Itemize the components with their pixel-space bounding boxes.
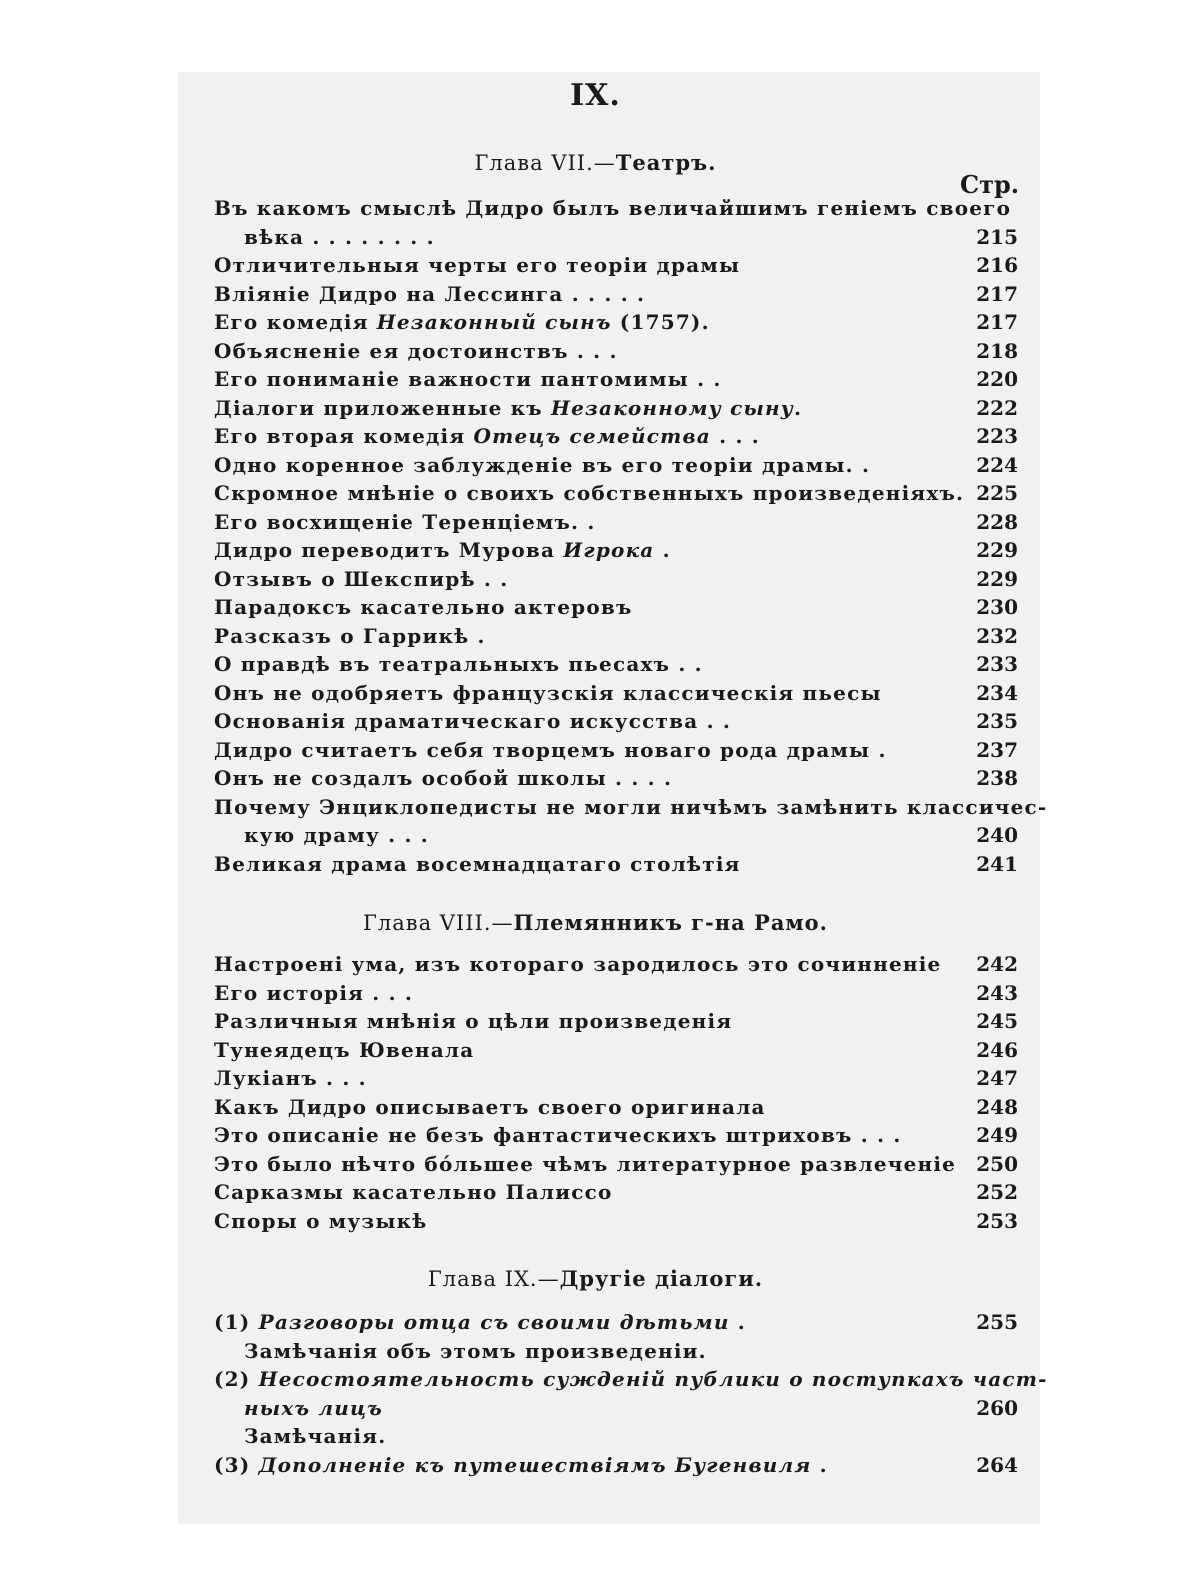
- toc-entry: [214, 1453, 1018, 1481]
- entry-text: Споры о музыкѣ: [214, 1208, 428, 1233]
- toc-entry: [214, 481, 1018, 509]
- toc-entry: [214, 681, 1018, 709]
- toc-entry: [214, 310, 1018, 338]
- entry-page-number: 246: [976, 1037, 1018, 1062]
- entry-text: Діалоги приложенные къ: [214, 395, 552, 420]
- entry-title: [244, 823, 429, 847]
- entry-title: [214, 1209, 428, 1233]
- entry-page-number: 250: [976, 1151, 1018, 1176]
- entry-text: вѣка . . . . . . . .: [244, 224, 435, 249]
- entry-italic-title: Незаконному сыну: [551, 395, 794, 420]
- entry-title: [214, 652, 703, 676]
- toc-entry: [214, 225, 1018, 253]
- toc-entry: [214, 196, 1018, 224]
- page-number: IX.: [570, 78, 621, 113]
- chapter-subject: Театръ.: [615, 150, 717, 175]
- entry-title: [214, 1123, 902, 1147]
- entry-page-number: 237: [976, 737, 1018, 762]
- entry-title: [214, 1038, 474, 1062]
- entry-text: Великая драма восемнадцатаго столѣтія: [214, 851, 741, 876]
- entry-page-number: 241: [976, 851, 1018, 876]
- entry-page-number: 230: [976, 595, 1018, 619]
- entry-text: Какъ Дидро описываетъ своего оригинала: [214, 1094, 766, 1119]
- chapter-heading-9: [0, 1266, 1191, 1291]
- entry-title: [214, 1367, 1048, 1391]
- entry-title: [214, 981, 413, 1005]
- entry-text: Его пониманіе важности пантомимы . .: [214, 367, 722, 391]
- entry-page-number: 247: [976, 1066, 1018, 1090]
- toc-entry: [214, 282, 1018, 310]
- entry-text: Разсказъ о Гаррикѣ .: [214, 623, 486, 648]
- entry-page-number: 216: [976, 253, 1018, 277]
- entry-italic-title: Дополненіе къ путешествіямъ Бугенвиля: [258, 1452, 812, 1477]
- toc-entry: [214, 1038, 1018, 1066]
- entry-page-number: 253: [976, 1208, 1018, 1233]
- entry-title: [214, 681, 882, 705]
- toc-entry: [214, 538, 1018, 566]
- entry-title: [214, 709, 731, 733]
- entry-text: Замѣчанія.: [244, 1424, 387, 1448]
- entry-title: [214, 1009, 732, 1033]
- toc-entry: [214, 738, 1018, 766]
- entry-page-number: 234: [976, 680, 1018, 705]
- entry-text: Скромное мнѣніе о своихъ собственныхъ произведеніяхъ.: [214, 481, 965, 505]
- entry-italic-title: Разговоры отца съ своими дѣтьми: [258, 1310, 730, 1334]
- entry-page-number: 238: [976, 766, 1018, 790]
- chapter-label: Глава IX.—: [427, 1267, 560, 1291]
- entry-number: (3): [214, 1452, 259, 1477]
- entry-text-after: .: [793, 395, 803, 420]
- entry-title: [214, 766, 672, 790]
- toc-entry: [214, 1339, 1018, 1367]
- chapter-subject: Другіе діалоги.: [559, 1266, 764, 1291]
- entry-text: Сарказмы касательно Палиссо: [214, 1180, 613, 1204]
- entry-italic-title: ныхъ лицъ: [244, 1395, 383, 1420]
- entry-italic-title: Незаконный сынъ: [376, 310, 612, 334]
- toc-entry: [214, 595, 1018, 623]
- entry-title: [244, 1339, 707, 1363]
- entry-page-number: 217: [976, 281, 1018, 306]
- entry-title: [214, 481, 964, 505]
- entry-page-number: 255: [976, 1310, 1018, 1334]
- entry-text: Объясненіе ея достоинствъ . . .: [214, 338, 618, 363]
- entry-text: Онъ не создалъ особой школы . . . .: [214, 766, 673, 790]
- entry-title: [214, 567, 508, 591]
- entry-title: [214, 310, 710, 334]
- entry-title: [214, 424, 760, 448]
- entry-page-number: 228: [976, 509, 1018, 534]
- entry-title: [214, 1066, 367, 1090]
- entry-title: [244, 1396, 383, 1420]
- entry-italic-title: Игрока: [563, 538, 655, 562]
- entry-page-number: 248: [976, 1094, 1018, 1119]
- entry-title: [214, 795, 1047, 819]
- entry-text: Тунеядецъ Ювенала: [214, 1037, 475, 1062]
- entry-text: Его исторія . . .: [214, 980, 414, 1005]
- entry-text: Дидро переводитъ Мурова: [214, 538, 564, 562]
- toc-entry: [214, 510, 1018, 538]
- entry-number: (2): [214, 1367, 259, 1391]
- chapter-heading-8: [0, 910, 1191, 935]
- toc-entry: [214, 1310, 1018, 1338]
- entry-page-number: 229: [976, 538, 1018, 562]
- entry-title: [214, 1180, 613, 1204]
- entry-page-number: 252: [976, 1180, 1018, 1204]
- entry-text-after: (1757).: [611, 310, 710, 334]
- entry-title: [214, 253, 740, 277]
- entry-page-number: 225: [976, 481, 1018, 505]
- entry-title: [214, 1095, 766, 1119]
- toc-entry: [214, 852, 1018, 880]
- entry-text: Парадоксъ касательно актеровъ: [214, 595, 633, 619]
- toc-entry: [214, 981, 1018, 1009]
- entry-number: (1): [214, 1310, 259, 1334]
- entry-text-after: . . .: [710, 424, 760, 448]
- entry-page-number: 245: [976, 1009, 1018, 1033]
- entry-title: [214, 624, 486, 648]
- entry-title: [244, 1424, 386, 1448]
- entry-title: [214, 196, 1011, 220]
- entry-page-number: 220: [976, 367, 1018, 391]
- toc-entry: [214, 424, 1018, 452]
- toc-entry: [214, 1424, 1018, 1452]
- entry-page-number: 229: [976, 566, 1018, 591]
- entry-page-number: 243: [976, 980, 1018, 1005]
- entry-title: [214, 1453, 828, 1477]
- entry-text: Въ какомъ смыслѣ Дидро былъ величайшимъ геніемъ своего: [214, 196, 1012, 220]
- entry-text: Отличительныя черты его теоріи драмы: [214, 253, 741, 277]
- entry-text: Основанія драматическаго искусства . .: [214, 709, 732, 733]
- entry-text: Дидро считаетъ себя творцемъ новаго рода драмы .: [214, 737, 887, 762]
- toc-entry: [214, 1209, 1018, 1237]
- chapter-subject: Племянникъ г-на Рамо.: [513, 910, 828, 935]
- entry-page-number: 233: [976, 652, 1018, 676]
- entry-page-number: 217: [976, 310, 1018, 334]
- toc-entry: [214, 624, 1018, 652]
- chapter-label: Глава VIII.—: [362, 911, 514, 935]
- toc-entry: [214, 952, 1018, 980]
- entry-page-number: 235: [976, 709, 1018, 733]
- entry-page-number: 218: [976, 338, 1018, 363]
- toc-entry: [214, 823, 1018, 851]
- toc-entry: [214, 766, 1018, 794]
- entry-text: Его вторая комедія: [214, 424, 474, 448]
- entry-text: Одно коренное заблужденіе въ его теоріи драмы. .: [214, 452, 871, 477]
- entry-title: [214, 282, 645, 306]
- entry-page-number: 242: [976, 952, 1018, 976]
- toc-entry: [214, 1180, 1018, 1208]
- entry-page-number: 249: [976, 1123, 1018, 1147]
- chapter-label: Глава VII.—: [474, 151, 616, 175]
- entry-italic-title: Отецъ семейства: [473, 424, 711, 448]
- entry-title: [214, 852, 741, 876]
- entry-page-number: 223: [976, 424, 1018, 448]
- toc-entry: [214, 253, 1018, 281]
- entry-page-number: 222: [976, 395, 1018, 420]
- toc-entry: [214, 1095, 1018, 1123]
- toc-entry: [214, 652, 1018, 680]
- toc-entry: [214, 396, 1018, 424]
- toc-entry: [214, 1367, 1048, 1395]
- entry-page-number: 240: [976, 823, 1018, 847]
- entry-title: [214, 396, 802, 420]
- entry-title: [214, 367, 722, 391]
- entry-text: Его комедія: [214, 310, 377, 334]
- entry-title: [214, 595, 633, 619]
- toc-entry: [214, 567, 1018, 595]
- entry-text: Различныя мнѣнія о цѣли произведенія: [214, 1009, 733, 1033]
- entry-text: Настроені ума, изъ котораго зародилось это сочинненіе: [214, 952, 942, 976]
- toc-entry: [214, 794, 1048, 823]
- page-column-label: Стр.: [960, 170, 1020, 199]
- entry-title: [214, 1152, 956, 1176]
- toc-entry: [214, 339, 1018, 367]
- entry-title: [214, 453, 870, 477]
- entry-title: [244, 225, 435, 249]
- entry-title: [214, 738, 887, 762]
- entry-text: Вліяніе Дидро на Лессинга . . . . .: [214, 281, 646, 306]
- entry-page-number: 224: [976, 452, 1018, 477]
- entry-text-after: .: [654, 538, 671, 562]
- toc-entry: [214, 367, 1018, 395]
- entry-text: О правдѣ въ театральныхъ пьесахъ . .: [214, 652, 703, 676]
- entry-text: Это было нѣчто бóльшее чѣмъ литературное развлеченіе: [214, 1151, 957, 1176]
- toc-entry: [214, 1066, 1018, 1094]
- entry-title: [214, 538, 671, 562]
- entry-title: [214, 952, 941, 976]
- entry-text: Его восхищеніе Теренціемъ. .: [214, 509, 596, 534]
- entry-text: Замѣчанія объ этомъ произведеніи.: [244, 1338, 707, 1363]
- toc-entry: [214, 1152, 1018, 1180]
- entry-text: Это описаніе не безъ фантастическихъ штриховъ . . .: [214, 1123, 902, 1147]
- entry-italic-title: Несостоятельность сужденій публики о поступкахъ част-: [258, 1367, 1048, 1391]
- entry-text: Отзывъ о Шекспирѣ . .: [214, 566, 509, 591]
- entry-page-number: 260: [976, 1395, 1018, 1420]
- entry-text: кую драму . . .: [244, 823, 429, 847]
- entry-page-number: 215: [976, 224, 1018, 249]
- entry-title: [214, 510, 596, 534]
- toc-entry: [214, 453, 1018, 481]
- entry-title: [214, 339, 618, 363]
- entry-text-after: .: [811, 1452, 828, 1477]
- entry-text: Лукіанъ . . .: [214, 1066, 367, 1090]
- toc-entry: [214, 709, 1018, 737]
- entry-page-number: 264: [976, 1452, 1018, 1477]
- entry-text: Почему Энциклопедисты не могли ничѣмъ замѣнить классичес-: [214, 794, 1048, 819]
- entry-text: Онъ не одобряетъ французскія классическія пьесы: [214, 680, 882, 705]
- toc-entry: [214, 1009, 1018, 1037]
- entry-text-after: .: [729, 1310, 746, 1334]
- toc-entry: [214, 1396, 1018, 1424]
- toc-entry: [214, 1123, 1018, 1151]
- entry-page-number: 232: [976, 623, 1018, 648]
- entry-title: [214, 1310, 746, 1334]
